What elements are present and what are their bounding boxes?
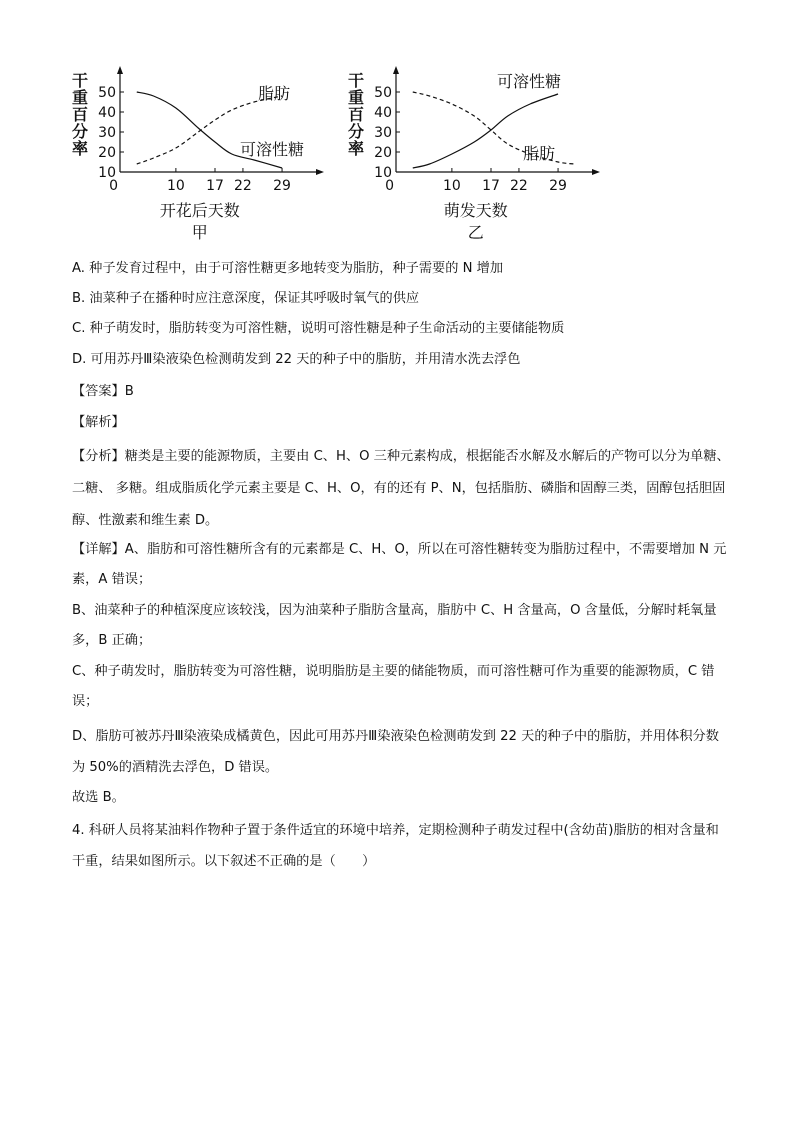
option-b: B. 油菜种子在播种时应注意深度，保证其呼吸时氧气的供应: [72, 291, 420, 306]
x-tick-label: 22: [234, 178, 252, 194]
y-axis-label-char: 率: [71, 139, 89, 158]
x-tick-label: 10: [442, 178, 461, 194]
y-axis-arrow: [117, 66, 123, 74]
chart-caption: 甲: [191, 223, 208, 242]
question-4: 4. 科研人员将某油料作物种子置于条件适宜的环境中培养，定期检测种子萌发过程中(含幼苗)脂肪的相对含量和干重，结果如图所示。以下叙述不正确的是（ ）: [72, 823, 719, 869]
y-tick-label: 20: [98, 145, 116, 161]
x-axis-arrow: [316, 169, 324, 175]
x-axis-arrow: [592, 169, 600, 175]
x-axis-label: 萌发天数: [443, 201, 508, 220]
x-axis-label: 开花后天数: [159, 201, 240, 220]
option-c: C. 种子萌发时，脂肪转变为可溶性糖，说明可溶性糖是种子生命活动的主要储能物质: [72, 321, 565, 336]
x-tick-label: 29: [273, 178, 291, 194]
x-tick-label: 29: [549, 178, 567, 194]
y-axis-label-char: 重: [71, 88, 89, 107]
y-axis-label-char: 分: [71, 122, 89, 141]
y-tick-label: 50: [374, 85, 392, 101]
option-a: A. 种子发育过程中，由于可溶性糖更多地转变为脂肪，种子需要的 N 增加: [72, 261, 504, 276]
y-tick-label: 10: [98, 165, 116, 181]
x-tick-label: 10: [166, 178, 185, 194]
y-tick-label: 50: [98, 85, 116, 101]
answer: 【答案】B: [72, 384, 134, 399]
y-axis-label-char: 百: [347, 105, 365, 124]
series-label: 脂肪: [258, 84, 291, 103]
chart-caption: 乙: [467, 223, 484, 242]
x-tick-label: 17: [206, 178, 224, 194]
analysis-header: 【解析】: [72, 415, 125, 430]
y-tick-label: 30: [98, 125, 116, 141]
y-tick-label: 10: [374, 165, 392, 181]
y-axis-label-char: 重: [347, 88, 365, 107]
analysis-detail-c: C、种子萌发时，脂肪转变为可溶性糖，说明脂肪是主要的储能物质，而可溶性糖可作为重要的能源物质，C 错误；: [72, 664, 715, 709]
chart-yi: [348, 66, 600, 242]
y-axis-label-char: 干: [347, 71, 365, 90]
x-tick-label: 0: [109, 178, 118, 194]
y-axis-label-char: 干: [71, 71, 89, 90]
analysis-detail-b: B、油菜种子的种植深度应该较浅，因为油菜种子脂肪含量高，脂肪中 C、H 含量高，O 含量低，分解时耗氧量多，B 正确；: [72, 603, 717, 648]
x-tick-label: 17: [482, 178, 500, 194]
y-axis-label-char: 分: [347, 122, 365, 141]
y-tick-label: 30: [374, 125, 392, 141]
conclusion: 故选 B。: [72, 790, 125, 805]
analysis-fenxi: 【分析】糖类是主要的能源物质，主要由 C、H、O 三种元素构成，根据能否水解及水解后的产物可以分为单糖、二糖、 多糖。组成脂质化学元素主要是 C、H、O，有的还有 P、N，包括脂肪、磷脂和固醇三类，固醇包括胆固醇、性激素和维生素 D。: [72, 449, 730, 528]
y-axis-label-char: 百: [71, 105, 89, 124]
y-axis-label-char: 率: [347, 139, 365, 158]
figure-charts: [60, 62, 620, 252]
y-tick-label: 20: [374, 145, 392, 161]
analysis-detail-a: 【详解】A、脂肪和可溶性糖所含有的元素都是 C、H、O，所以在可溶性糖转变为脂肪过程中，不需要增加 N 元素，A 错误；: [72, 542, 727, 587]
chart-jia: [72, 66, 324, 242]
charts-svg: [60, 62, 620, 252]
series-label: 可溶性糖: [497, 72, 562, 91]
analysis-detail-d: D、脂肪可被苏丹Ⅲ染液染成橘黄色，因此可用苏丹Ⅲ染液染色检测萌发到 22 天的种子中的脂肪，并用体积分数为 50%的酒精洗去浮色，D 错误。: [72, 729, 719, 775]
x-tick-label: 0: [385, 178, 394, 194]
y-axis-arrow: [393, 66, 399, 74]
y-tick-label: 40: [374, 105, 392, 121]
y-tick-label: 40: [98, 105, 116, 121]
series-label: 可溶性糖: [240, 140, 305, 159]
option-d: D. 可用苏丹Ⅲ染液染色检测萌发到 22 天的种子中的脂肪，并用清水洗去浮色: [72, 352, 521, 367]
x-tick-label: 22: [510, 178, 528, 194]
series-label: 脂肪: [523, 144, 556, 163]
